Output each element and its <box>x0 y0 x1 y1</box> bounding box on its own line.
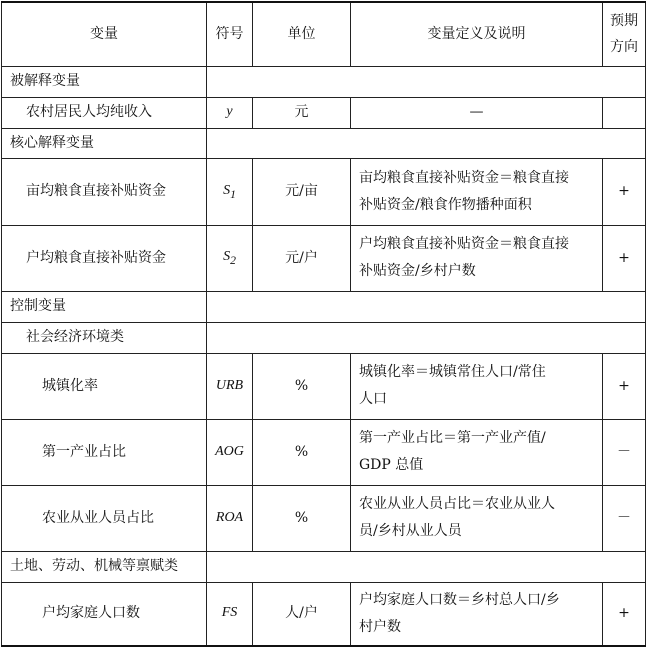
variable-definition <box>351 225 603 291</box>
variable-definition <box>351 158 603 225</box>
table-row <box>2 582 646 646</box>
variable-unit: 元/户 <box>253 225 351 291</box>
variable-unit: 元 <box>253 97 351 128</box>
group-spacer <box>207 551 646 582</box>
variable-name: 户均粮食直接补贴资金 <box>2 225 207 291</box>
header-direction <box>603 2 646 66</box>
table-row <box>2 225 646 291</box>
definition-line: 人口 <box>359 391 387 407</box>
definition-line: 员/乡村从业人员 <box>359 523 462 539</box>
header-direction-line1: 预期 <box>610 12 638 29</box>
header-definition: 变量定义及说明 <box>351 2 603 66</box>
variable-unit: % <box>253 353 351 419</box>
table-row <box>2 485 646 551</box>
variable-definition <box>351 582 603 646</box>
table-row <box>2 97 646 128</box>
table-row <box>2 353 646 419</box>
definition-line: 户均家庭人口数＝乡村总人口/乡 <box>359 592 560 609</box>
definition-line: 村户数 <box>359 618 401 635</box>
variable-table <box>1 1 646 647</box>
table-row <box>2 551 646 582</box>
expected-direction: + <box>603 225 646 291</box>
variable-name: 农业从业人员占比 <box>2 485 207 551</box>
expected-direction <box>603 97 646 128</box>
group-label: 土地、劳动、机械等禀赋类 <box>2 551 207 582</box>
group-spacer <box>207 291 646 322</box>
header-symbol: 符号 <box>207 2 253 66</box>
header-variable: 变量 <box>2 2 207 66</box>
group-label: 被解释变量 <box>2 66 207 97</box>
expected-direction: + <box>603 353 646 419</box>
variable-unit: % <box>253 419 351 485</box>
header-direction-line2: 方向 <box>610 39 638 56</box>
variable-symbol: $S_1$ <box>207 158 253 225</box>
variable-unit: 元/亩 <box>253 158 351 225</box>
definition-line: 补贴资金/乡村户数 <box>359 263 476 279</box>
variable-definition <box>351 419 603 485</box>
table-row <box>2 66 646 97</box>
group-spacer <box>207 128 646 158</box>
variable-unit: 人/户 <box>253 582 351 646</box>
variable-symbol: AOG <box>207 419 253 485</box>
variable-definition <box>351 485 603 551</box>
table-row <box>2 322 646 353</box>
variable-name: 户均家庭人口数 <box>2 582 207 646</box>
variable-symbol: ROA <box>207 485 253 551</box>
table-row <box>2 419 646 485</box>
expected-direction: + <box>603 582 646 646</box>
variable-definition <box>351 353 603 419</box>
definition-line: 户均粮食直接补贴资金＝粮食直接 <box>359 236 569 253</box>
variable-name: 亩均粮食直接补贴资金 <box>2 158 207 225</box>
variable-name: 城镇化率 <box>2 353 207 419</box>
table-row <box>2 128 646 158</box>
group-label: 核心解释变量 <box>2 128 207 158</box>
group-spacer <box>207 322 646 353</box>
expected-direction: － <box>603 419 646 485</box>
variable-symbol: FS <box>207 582 253 646</box>
variable-name: 第一产业占比 <box>2 419 207 485</box>
definition-line: 农业从业人员占比＝农业从业人 <box>359 496 555 513</box>
variable-name: 农村居民人均纯收入 <box>2 97 207 128</box>
variable-symbol: URB <box>207 353 253 419</box>
definition-line: 亩均粮食直接补贴资金＝粮食直接 <box>359 169 569 186</box>
group-spacer <box>207 66 646 97</box>
expected-direction: － <box>603 485 646 551</box>
variable-symbol: y <box>207 97 253 128</box>
definition-line: 补贴资金/粮食作物播种面积 <box>359 196 532 213</box>
group-label: 控制变量 <box>2 291 207 322</box>
variable-unit: % <box>253 485 351 551</box>
variable-definition: — <box>351 97 603 128</box>
variable-symbol: $S_2$ <box>207 225 253 291</box>
table-row <box>2 291 646 322</box>
definition-line: 城镇化率＝城镇常住人口/常住 <box>359 364 546 381</box>
expected-direction: + <box>603 158 646 225</box>
definition-line: 第一产业占比＝第一产业产值/ <box>359 430 546 447</box>
subgroup-label: 社会经济环境类 <box>2 322 207 353</box>
header-row <box>2 2 646 66</box>
definition-line: GDP 总值 <box>359 457 424 473</box>
table-row <box>2 158 646 225</box>
header-unit: 单位 <box>253 2 351 66</box>
